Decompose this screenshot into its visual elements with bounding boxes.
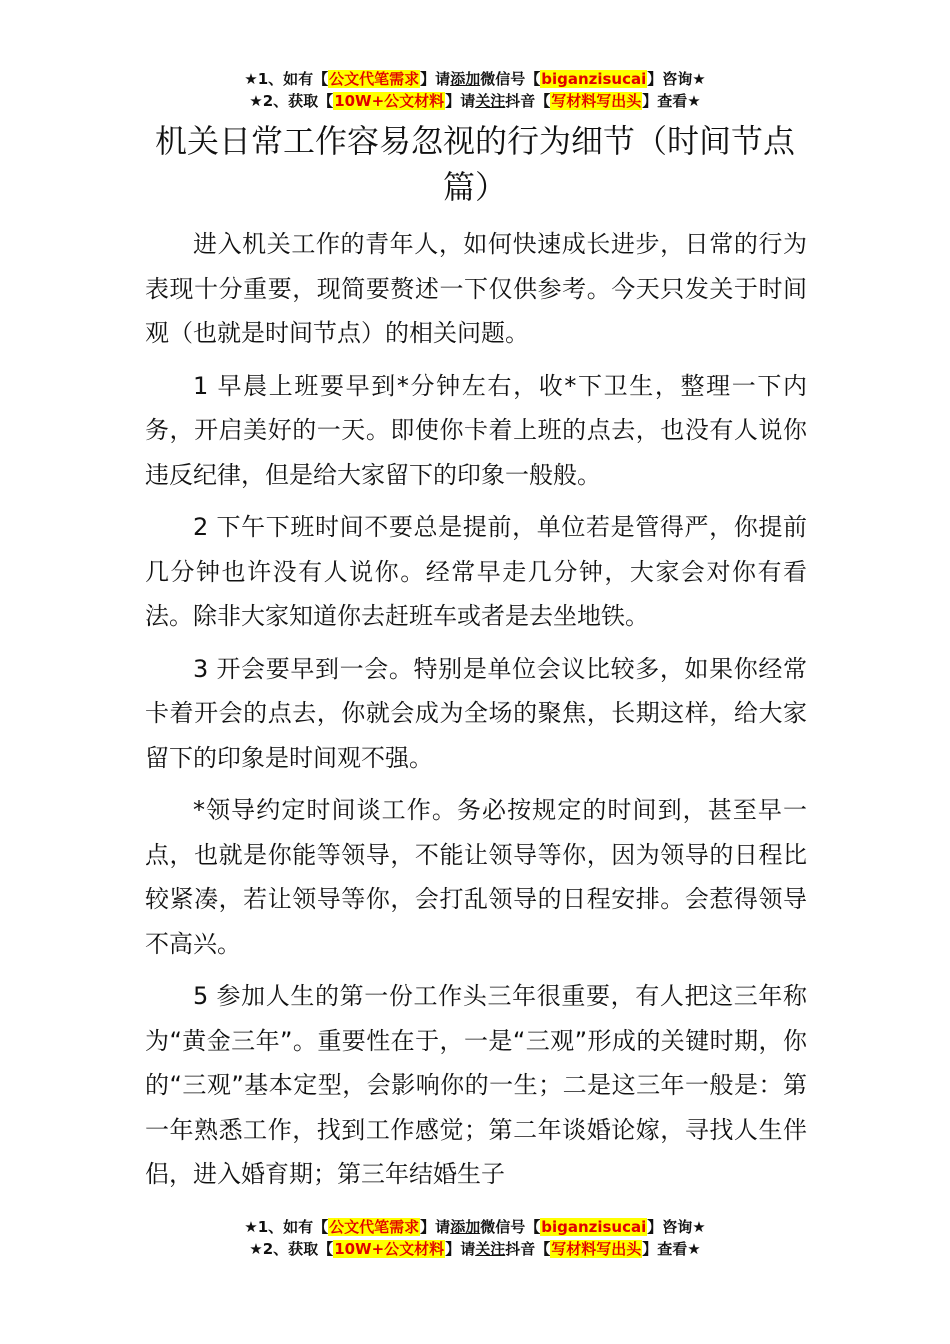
paragraph: 1 早晨上班要早到*分钟左右，收*下卫生，整理一下内务，开启美好的一天。即使你卡着上班的点去，也没有人说你违反纪律，但是给大家留下的印象一般般。 <box>145 371 807 489</box>
promo-highlight: biganzisucai <box>541 1218 647 1236</box>
promo-text: 抖音【 <box>505 1240 551 1258</box>
promo-highlight: 写材料写出头 <box>551 92 642 110</box>
paragraph: *领导约定时间谈工作。务必按规定的时间到，甚至早一点，也就是你能等领导，不能让领导等你，因为领导的日程比较紧凑，若让领导等你，会打乱领导的日程安排。会惹得领导不高兴。 <box>145 796 807 958</box>
promo-text: ★2、获取【 <box>249 92 334 110</box>
promo-highlight: 写材料写出头 <box>551 1240 642 1258</box>
paragraph: 2 下午下班时间不要总是提前，单位若是管得严，你提前几分钟也许没有人说你。经常早走几分钟，大家会对你有看法。除非大家知道你去赶班车或者是去坐地铁。 <box>145 513 807 630</box>
promo-text: 】请 <box>445 1240 476 1258</box>
promo-text: ★2、获取【 <box>249 1240 334 1258</box>
paragraph: 3 开会要早到一会。特别是单位会议比较多，如果你经常卡着开会的点去，你就会成为全场的聚焦，长期这样，给大家留下的印象是时间观不强。 <box>145 654 807 772</box>
promo-line-2 <box>0 90 950 112</box>
promo-text: 】请 <box>445 92 476 110</box>
promo-text: 】咨询★ <box>647 1218 706 1236</box>
promo-line-1 <box>0 68 950 90</box>
paragraph: 5 参加人生的第一份工作头三年很重要，有人把这三年称为“黄金三年”。重要性在于，一是“三观”形成的关键时期，你的“三观”基本定型，会影响你的一生；二是这三年一般是：第一年熟悉工作，找到工作感觉；第二年谈婚论嫁，寻找人生伴侣，进入婚育期；第三年结婚生子 <box>145 982 807 1188</box>
promo-text: 】请 <box>420 1218 451 1236</box>
promo-highlight: biganzisucai <box>541 70 647 88</box>
promo-text: 微信号【 <box>480 1218 541 1236</box>
promo-underline: 添加 <box>450 70 481 88</box>
promo-underline: 添加 <box>450 1218 481 1236</box>
promo-highlight: 10W+公文材料 <box>334 1240 445 1258</box>
promo-highlight: 公文代笔需求 <box>329 70 420 88</box>
promo-text: 】咨询★ <box>647 70 706 88</box>
promo-underline: 关注 <box>475 1240 506 1258</box>
promo-footer <box>0 1216 950 1260</box>
promo-text: 】请 <box>420 70 451 88</box>
paragraph: 进入机关工作的青年人，如何快速成长进步，日常的行为表现十分重要，现简要赘述一下仅供参考。今天只发关于时间观（也就是时间节点）的相关问题。 <box>145 230 807 347</box>
promo-text: 抖音【 <box>505 92 551 110</box>
promo-text: 微信号【 <box>480 70 541 88</box>
promo-line-1 <box>0 1216 950 1238</box>
promo-text: 】查看★ <box>642 1240 701 1258</box>
promo-highlight: 公文代笔需求 <box>329 1218 420 1236</box>
promo-header <box>0 68 950 112</box>
promo-text: ★1、如有【 <box>244 70 329 88</box>
promo-underline: 关注 <box>475 92 506 110</box>
document-body <box>145 222 807 1205</box>
promo-highlight: 10W+公文材料 <box>334 92 445 110</box>
promo-text: 】查看★ <box>642 92 701 110</box>
document-title: 机关日常工作容易忽视的行为细节（时间节点篇） <box>154 122 795 206</box>
promo-line-2 <box>0 1238 950 1260</box>
promo-text: ★1、如有【 <box>244 1218 329 1236</box>
